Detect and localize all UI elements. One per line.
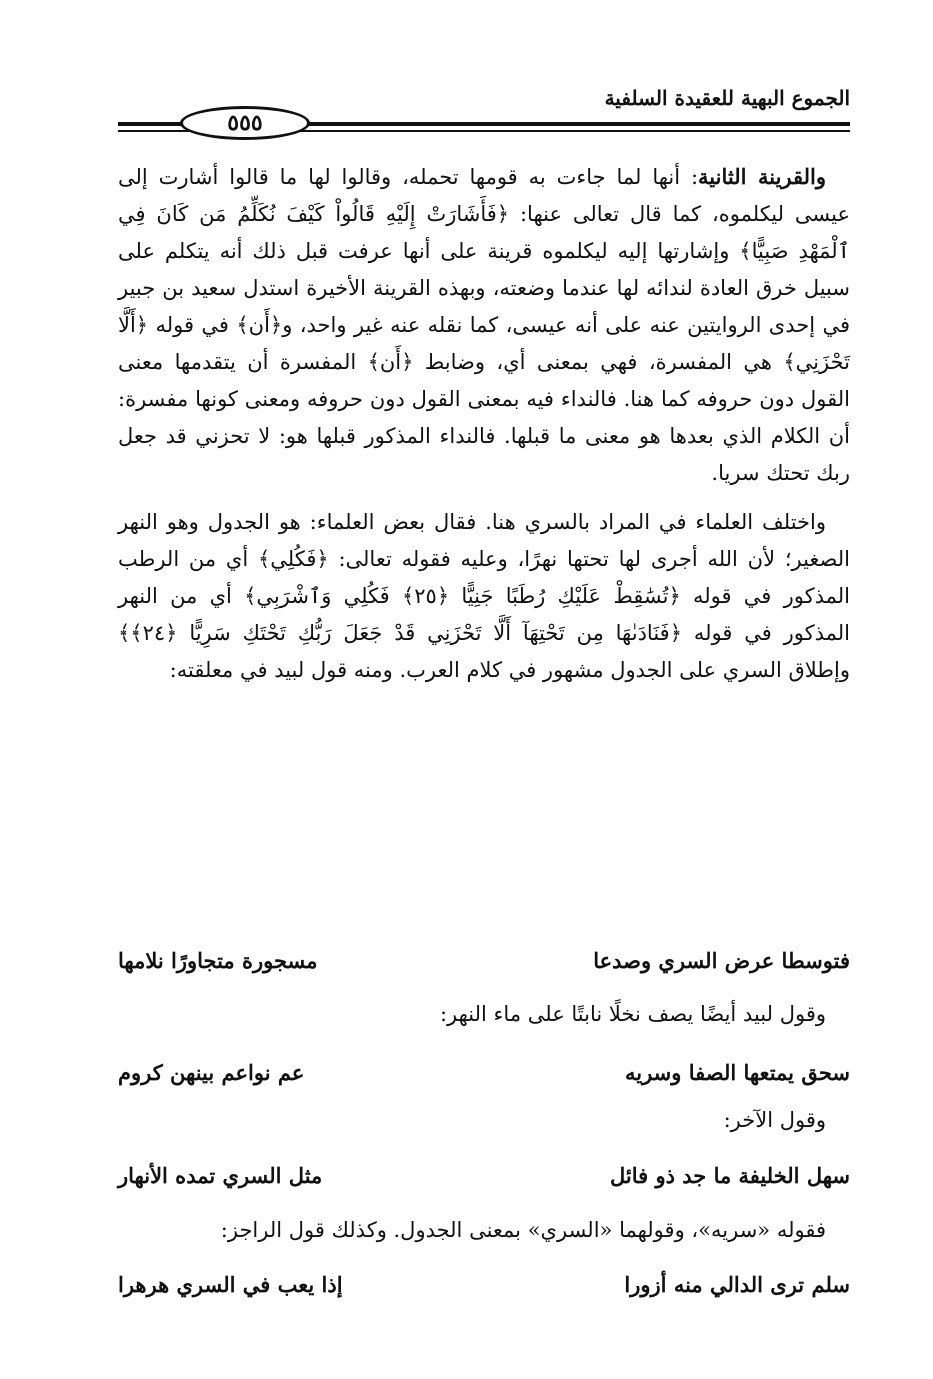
paragraph-second-clue [118,158,850,492]
poem-verse [118,1163,850,1203]
poem-verse [118,948,850,988]
paragraph-sari-meaning [118,504,850,689]
poem-second-hemistich: مثل السري تمده الأنهار [118,1163,323,1188]
paragraph-lead: والقرينة الثانية [698,164,827,189]
explanation-text: فقوله «سريه»، وقولهما «السري» بمعنى الجدول. وكذلك قول الراجز: [220,1218,826,1242]
poem-second-hemistich: عم نواعم بينهن كروم [118,1060,305,1085]
poem-second-hemistich: إذا يعب في السري هرهرا [118,1272,343,1297]
page-number-badge [180,106,310,140]
poem-second-hemistich: مسجورة متجاورًا نلامها [118,948,318,973]
poem-first-hemistich: سلم ترى الدالي منه أزورا [624,1272,850,1297]
paragraph-text: واختلف العلماء في المراد بالسري هنا. فقال بعض العلماء: هو الجدول وهو النهر الصغير؛ لأن الله أجرى لها تحتها نهرًا، وعليه فقوله تعالى: ﴿فَكُلِي﴾ أي من الرطب المذكور في قوله ﴿تُسَٰقِطْ عَلَيْكِ رُطَبًا جَنِيًّا ﴿٢٥﴾ فَكُلِي وَٱشْرَبِي﴾ أي من النهر المذكور في قوله ﴿فَنَادَىٰهَا مِن تَحْتِهَآ أَلَّا تَحْزَنِي قَدْ جَعَلَ رَبُّكِ تَحْتَكِ سَرِيًّا ﴿٢٤﴾﴾ وإطلاق السري على الجدول مشهور في كلام العرب. ومنه قول لبيد في معلقته: [118,510,850,682]
poem-first-hemistich: سحق يمتعها الصفا وسريه [624,1060,850,1085]
poem-first-hemistich: سهل الخليفة ما جد ذو فائل [609,1163,850,1188]
labid-intro-text: وقول لبيد أيضًا يصف نخلًا نابتًا على ماء النهر: [439,1002,826,1026]
poem-first-hemistich: فتوسطا عرض السري وصدعا [593,948,850,973]
poem-verse [118,1060,850,1100]
other-intro-line [118,1108,850,1132]
labid-intro-line [118,1002,850,1026]
main-text [118,158,850,701]
page-header [118,84,850,140]
paragraph-text: : أنها لما جاءت به قومها تحمله، وقالوا لها ما قالوا أشارت إلى عيسى ليكلموه، كما قال تعالى عنها: ﴿فَأَشَارَتْ إِلَيْهِ قَالُواْ كَيْفَ نُكَلِّمُ مَن كَانَ فِي ٱلْمَهْدِ صَبِيًّا﴾ وإشارتها إليه ليكلموه قرينة على أنها عرفت قبل ذلك أنه يتكلم على سبيل خرق العادة لندائه لها عندما وضعته، وبهذه القرينة الأخيرة استدل سعيد بن جبير في إحدى الروايتين عنه على أنه عيسى، كما نقله عنه غير واحد، و﴿أَن﴾ في قوله ﴿أَلَّا تَحْزَنِي﴾ هي المفسرة، فهي بمعنى أي، وضابط ﴿أَن﴾ المفسرة أن يتقدمها معنى القول دون حروفه كما هنا. فالنداء فيه بمعنى القول دون حروفه ومعنى كونها مفسرة: أن الكلام الذي بعدها هو معنى ما قبلها. فالنداء المذكور قبلها هو: لا تحزني قد جعل ربك تحتك سريا. [118,165,850,485]
poem-verse [118,1272,850,1312]
explanation-line [118,1218,850,1242]
page-number: ٥٥٥ [227,110,263,136]
book-title: الجموع البهية للعقيدة السلفية [604,86,850,110]
other-intro-text: وقول الآخر: [723,1108,826,1132]
